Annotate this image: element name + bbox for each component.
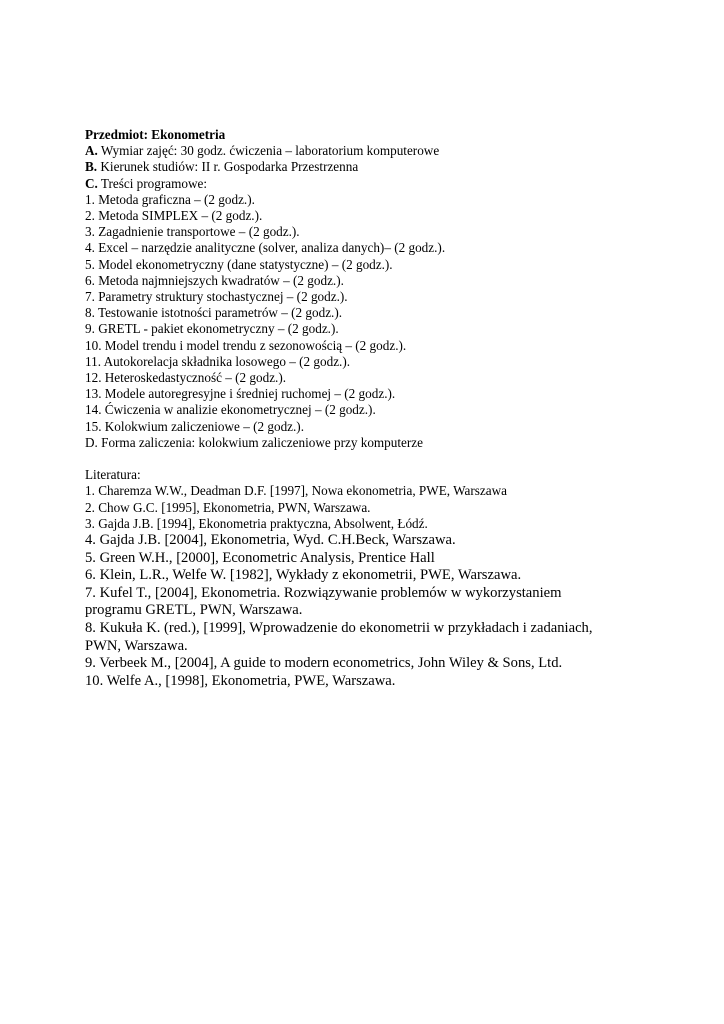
list-item: 5. Model ekonometryczny (dane statystyczne) – (2 godz.). — [85, 256, 393, 272]
section-b-text: Kierunek studiów: II r. Gospodarka Przestrzenna — [100, 159, 359, 175]
list-item: 9. Verbeek M., [2004], A guide to modern econometrics, John Wiley & Sons, Ltd. — [85, 655, 563, 672]
section-a-marker: A. — [85, 143, 98, 159]
list-item: 13. Modele autoregresyjne i średniej ruchomej – (2 godz.). — [85, 386, 396, 402]
list-item: 5. Green W.H., [2000], Econometric Analysis, Prentice Hall — [85, 549, 435, 566]
list-item: 3. Gajda J.B. [1994], Ekonometria praktyczna, Absolwent, Łódź. — [85, 515, 428, 531]
section-c-text: Treści programowe: — [100, 175, 207, 191]
list-item: 3. Zagadnienie transportowe – (2 godz.). — [85, 224, 300, 240]
list-item: 6. Klein, L.R., Welfe W. [1982], Wykłady z ekonometrii, PWE, Warszawa. — [85, 567, 522, 584]
literature-list — [85, 483, 685, 690]
list-item: 6. Metoda najmniejszych kwadratów – (2 godz.). — [85, 272, 344, 288]
list-item: 11. Autokorelacja składnika losowego – (2 godz.). — [85, 353, 351, 369]
section-c-marker: C. — [85, 175, 98, 191]
list-item: 8. Kukuła K. (red.), [1999], Wprowadzenie do ekonometrii w przykładach i zadaniach, PWN, Warszawa. — [85, 620, 593, 654]
list-item: 1. Metoda graficzna – (2 godz.). — [85, 191, 255, 207]
list-item: 9. GRETL - pakiet ekonometryczny – (2 godz.). — [85, 321, 339, 337]
list-item: 8. Testowanie istotności parametrów – (2 godz.). — [85, 305, 343, 321]
list-item: 7. Parametry struktury stochastycznej – (2 godz.). — [85, 289, 348, 305]
subject-label: Przedmiot: — [85, 127, 148, 142]
list-item: 2. Metoda SIMPLEX – (2 godz.). — [85, 208, 263, 224]
section-b-marker: B. — [85, 159, 98, 175]
list-item: 15. Kolokwium zaliczeniowe – (2 godz.). — [85, 418, 304, 434]
list-item: 2. Chow G.C. [1995], Ekonometria, PWN, Warszawa. — [85, 499, 371, 515]
topic-list — [85, 192, 685, 435]
list-item: 10. Model trendu i model trendu z sezonowością – (2 godz.). — [85, 337, 407, 353]
list-item: 12. Heteroskedastyczność – (2 godz.). — [85, 370, 287, 386]
spacer — [85, 451, 685, 467]
section-a-text: Wymiar zajęć: 30 godz. ćwiczenia – laboratorium komputerowe — [100, 143, 440, 159]
document-page — [85, 127, 685, 690]
section-c — [85, 176, 685, 192]
list-item: 14. Ćwiczenia w analizie ekonometrycznej – (2 godz.). — [85, 402, 376, 418]
section-b — [85, 159, 685, 175]
list-item: 1. Charemza W.W., Deadman D.F. [1997], Nowa ekonometria, PWE, Warszawa — [85, 483, 507, 499]
literature-heading: Literatura: — [85, 467, 141, 483]
list-item: 10. Welfe A., [1998], Ekonometria, PWE, Warszawa. — [85, 672, 396, 689]
section-d: D. Forma zaliczenia: kolokwium zaliczeniowe przy komputerze — [85, 434, 423, 450]
list-item: 4. Gajda J.B. [2004], Ekonometria, Wyd. C.H.Beck, Warszawa. — [85, 532, 456, 549]
list-item: 7. Kufel T., [2004], Ekonometria. Rozwiązywanie problemów w wykorzystaniem programu GRETL, PWN, Warszawa. — [85, 584, 562, 619]
subject-heading — [85, 127, 685, 143]
section-a — [85, 143, 685, 159]
subject-value: Ekonometria — [151, 127, 226, 142]
list-item: 4. Excel – narzędzie analityczne (solver, analiza danych)– (2 godz.). — [85, 240, 446, 256]
